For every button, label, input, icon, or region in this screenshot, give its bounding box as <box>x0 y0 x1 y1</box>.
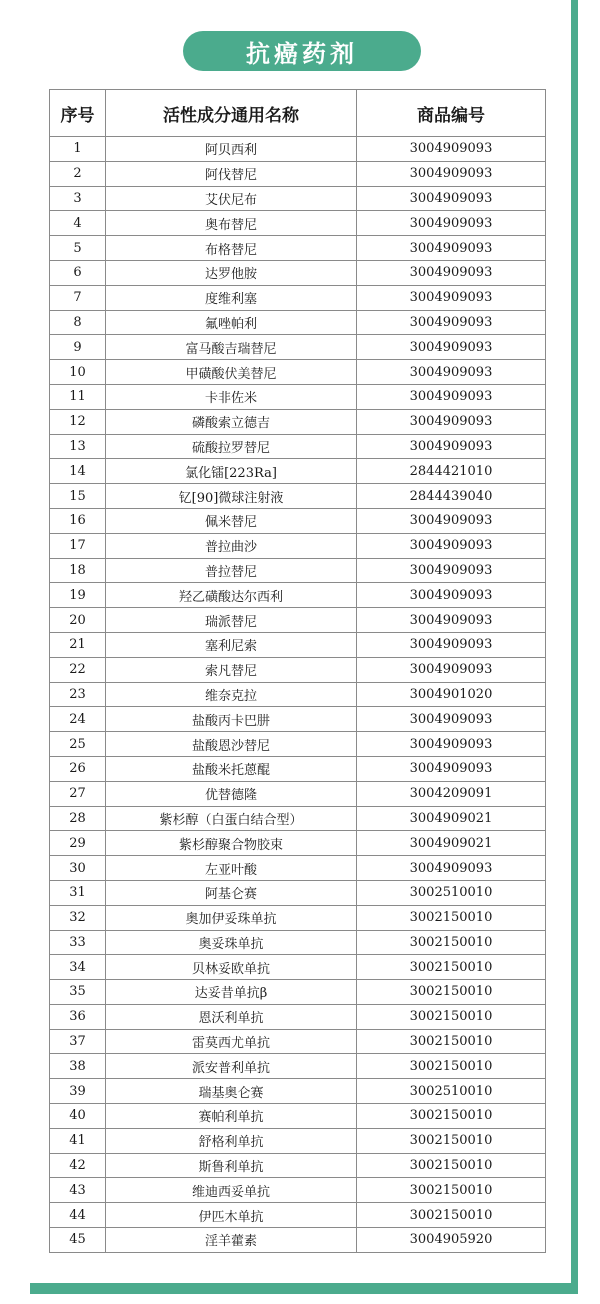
table-row <box>50 1203 546 1228</box>
cell-ingredient-name: 瑞基奥仑赛 <box>106 1079 357 1104</box>
cell-ingredient-name: 雷莫西尤单抗 <box>106 1029 357 1054</box>
cell-ingredient-name: 恩沃利单抗 <box>106 1004 357 1029</box>
cell-index: 38 <box>50 1054 106 1079</box>
table-row <box>50 384 546 409</box>
cell-index: 10 <box>50 360 106 385</box>
header-product-code: 商品编号 <box>357 90 546 137</box>
cell-ingredient-name: 贝林妥欧单抗 <box>106 955 357 980</box>
table-row <box>50 657 546 682</box>
cell-ingredient-name: 舒格利单抗 <box>106 1128 357 1153</box>
cell-ingredient-name: 佩米替尼 <box>106 508 357 533</box>
table-row <box>50 508 546 533</box>
cell-product-code: 3002150010 <box>357 980 546 1005</box>
cell-ingredient-name: 普拉曲沙 <box>106 533 357 558</box>
cell-ingredient-name: 氯化镭[223Ra] <box>106 459 357 484</box>
table-row <box>50 558 546 583</box>
cell-index: 31 <box>50 880 106 905</box>
table-row <box>50 1004 546 1029</box>
cell-index: 26 <box>50 756 106 781</box>
cell-index: 39 <box>50 1079 106 1104</box>
cell-index: 41 <box>50 1128 106 1153</box>
table-row <box>50 856 546 881</box>
cell-index: 25 <box>50 732 106 757</box>
cell-product-code: 3004909093 <box>357 434 546 459</box>
cell-product-code: 3004909093 <box>357 583 546 608</box>
cell-product-code: 3004901020 <box>357 682 546 707</box>
cell-ingredient-name: 优替德隆 <box>106 781 357 806</box>
table-row <box>50 161 546 186</box>
cell-product-code: 2844439040 <box>357 484 546 509</box>
cell-ingredient-name: 斯鲁利单抗 <box>106 1153 357 1178</box>
cell-product-code: 3002150010 <box>357 1128 546 1153</box>
table-row <box>50 1029 546 1054</box>
cell-index: 45 <box>50 1228 106 1253</box>
table-row <box>50 608 546 633</box>
cell-ingredient-name: 盐酸米托蒽醌 <box>106 756 357 781</box>
cell-product-code: 3002150010 <box>357 1153 546 1178</box>
bottom-border-stripe <box>30 1283 578 1294</box>
section-title: 抗癌药剂 <box>183 31 421 71</box>
cell-product-code: 3002150010 <box>357 905 546 930</box>
table-row <box>50 1178 546 1203</box>
cell-ingredient-name: 盐酸丙卡巴肼 <box>106 707 357 732</box>
cell-index: 34 <box>50 955 106 980</box>
table-row <box>50 285 546 310</box>
cell-ingredient-name: 奥加伊妥珠单抗 <box>106 905 357 930</box>
cell-index: 15 <box>50 484 106 509</box>
table-row <box>50 1153 546 1178</box>
cell-ingredient-name: 奥妥珠单抗 <box>106 930 357 955</box>
cell-index: 14 <box>50 459 106 484</box>
table-row <box>50 1104 546 1129</box>
cell-index: 4 <box>50 211 106 236</box>
cell-index: 30 <box>50 856 106 881</box>
cell-index: 43 <box>50 1178 106 1203</box>
cell-ingredient-name: 卡非佐米 <box>106 384 357 409</box>
table-row <box>50 1228 546 1253</box>
table-row <box>50 806 546 831</box>
cell-index: 5 <box>50 236 106 261</box>
cell-ingredient-name: 阿贝西利 <box>106 137 357 162</box>
cell-product-code: 3002150010 <box>357 1203 546 1228</box>
cell-index: 9 <box>50 335 106 360</box>
cell-ingredient-name: 左亚叶酸 <box>106 856 357 881</box>
cell-index: 16 <box>50 508 106 533</box>
cell-product-code: 3004909093 <box>357 186 546 211</box>
cell-index: 24 <box>50 707 106 732</box>
cell-ingredient-name: 磷酸索立德吉 <box>106 409 357 434</box>
table-row <box>50 360 546 385</box>
cell-index: 29 <box>50 831 106 856</box>
cell-product-code: 3004909093 <box>357 285 546 310</box>
cell-index: 22 <box>50 657 106 682</box>
header-ingredient-name: 活性成分通用名称 <box>106 90 357 137</box>
cell-product-code: 3002150010 <box>357 1178 546 1203</box>
cell-index: 1 <box>50 137 106 162</box>
cell-product-code: 3004909093 <box>357 856 546 881</box>
table-row <box>50 905 546 930</box>
table-row <box>50 484 546 509</box>
cell-product-code: 3002150010 <box>357 1004 546 1029</box>
cell-index: 2 <box>50 161 106 186</box>
cell-ingredient-name: 维奈克拉 <box>106 682 357 707</box>
cell-ingredient-name: 伊匹木单抗 <box>106 1203 357 1228</box>
cell-product-code: 3002150010 <box>357 1054 546 1079</box>
cell-index: 21 <box>50 632 106 657</box>
cell-ingredient-name: 紫杉醇聚合物胶束 <box>106 831 357 856</box>
cell-product-code: 3004909093 <box>357 260 546 285</box>
cell-product-code: 3002150010 <box>357 1029 546 1054</box>
cell-product-code: 3004905920 <box>357 1228 546 1253</box>
table-row <box>50 707 546 732</box>
cell-ingredient-name: 钇[90]微球注射液 <box>106 484 357 509</box>
cell-product-code: 3002510010 <box>357 880 546 905</box>
cell-index: 11 <box>50 384 106 409</box>
cell-ingredient-name: 阿伐替尼 <box>106 161 357 186</box>
drug-table <box>49 89 546 1253</box>
cell-index: 12 <box>50 409 106 434</box>
cell-ingredient-name: 奥布替尼 <box>106 211 357 236</box>
cell-ingredient-name: 派安普利单抗 <box>106 1054 357 1079</box>
cell-product-code: 2844421010 <box>357 459 546 484</box>
cell-ingredient-name: 达妥昔单抗β <box>106 980 357 1005</box>
cell-product-code: 3004909093 <box>357 409 546 434</box>
cell-ingredient-name: 羟乙磺酸达尔西利 <box>106 583 357 608</box>
cell-ingredient-name: 阿基仑赛 <box>106 880 357 905</box>
table-row <box>50 236 546 261</box>
cell-product-code: 3004909093 <box>357 335 546 360</box>
cell-index: 32 <box>50 905 106 930</box>
cell-index: 27 <box>50 781 106 806</box>
cell-index: 6 <box>50 260 106 285</box>
table-row <box>50 409 546 434</box>
cell-ingredient-name: 塞利尼索 <box>106 632 357 657</box>
table-row <box>50 732 546 757</box>
table-row <box>50 756 546 781</box>
cell-index: 36 <box>50 1004 106 1029</box>
cell-ingredient-name: 艾伏尼布 <box>106 186 357 211</box>
table-row <box>50 211 546 236</box>
table-row <box>50 137 546 162</box>
cell-index: 35 <box>50 980 106 1005</box>
cell-product-code: 3004909093 <box>357 384 546 409</box>
cell-index: 40 <box>50 1104 106 1129</box>
table-row <box>50 1079 546 1104</box>
table-row <box>50 880 546 905</box>
cell-product-code: 3004909093 <box>357 211 546 236</box>
cell-ingredient-name: 瑞派替尼 <box>106 608 357 633</box>
cell-product-code: 3004909021 <box>357 806 546 831</box>
table-row <box>50 632 546 657</box>
cell-product-code: 3002150010 <box>357 1104 546 1129</box>
table-body <box>50 137 546 1253</box>
table-row <box>50 583 546 608</box>
cell-index: 28 <box>50 806 106 831</box>
table-row <box>50 1054 546 1079</box>
table-row <box>50 930 546 955</box>
table-header-row <box>50 90 546 137</box>
cell-product-code: 3004909093 <box>357 533 546 558</box>
cell-product-code: 3002150010 <box>357 955 546 980</box>
table-row <box>50 831 546 856</box>
table-row <box>50 980 546 1005</box>
cell-ingredient-name: 紫杉醇（白蛋白结合型） <box>106 806 357 831</box>
table-row <box>50 1128 546 1153</box>
table-row <box>50 459 546 484</box>
table-row <box>50 186 546 211</box>
table-row <box>50 781 546 806</box>
cell-index: 37 <box>50 1029 106 1054</box>
cell-product-code: 3004909093 <box>357 508 546 533</box>
cell-index: 42 <box>50 1153 106 1178</box>
table-row <box>50 310 546 335</box>
cell-index: 3 <box>50 186 106 211</box>
cell-index: 23 <box>50 682 106 707</box>
table-row <box>50 955 546 980</box>
cell-index: 18 <box>50 558 106 583</box>
cell-product-code: 3004909021 <box>357 831 546 856</box>
cell-index: 20 <box>50 608 106 633</box>
cell-product-code: 3004909093 <box>357 558 546 583</box>
table-row <box>50 434 546 459</box>
cell-product-code: 3004909093 <box>357 732 546 757</box>
cell-index: 33 <box>50 930 106 955</box>
cell-product-code: 3004909093 <box>357 707 546 732</box>
header-index: 序号 <box>50 90 106 137</box>
cell-product-code: 3002510010 <box>357 1079 546 1104</box>
table-row <box>50 682 546 707</box>
cell-product-code: 3004909093 <box>357 310 546 335</box>
cell-index: 13 <box>50 434 106 459</box>
cell-ingredient-name: 索凡替尼 <box>106 657 357 682</box>
cell-ingredient-name: 盐酸恩沙替尼 <box>106 732 357 757</box>
cell-product-code: 3004909093 <box>357 608 546 633</box>
cell-product-code: 3002150010 <box>357 930 546 955</box>
cell-product-code: 3004209091 <box>357 781 546 806</box>
cell-index: 44 <box>50 1203 106 1228</box>
cell-ingredient-name: 布格替尼 <box>106 236 357 261</box>
cell-ingredient-name: 甲磺酸伏美替尼 <box>106 360 357 385</box>
cell-product-code: 3004909093 <box>357 236 546 261</box>
cell-product-code: 3004909093 <box>357 632 546 657</box>
cell-ingredient-name: 赛帕利单抗 <box>106 1104 357 1129</box>
cell-ingredient-name: 普拉替尼 <box>106 558 357 583</box>
cell-ingredient-name: 达罗他胺 <box>106 260 357 285</box>
cell-ingredient-name: 氟唑帕利 <box>106 310 357 335</box>
table-row <box>50 533 546 558</box>
cell-index: 19 <box>50 583 106 608</box>
cell-product-code: 3004909093 <box>357 137 546 162</box>
right-border-stripe <box>571 0 578 1294</box>
cell-ingredient-name: 淫羊藿素 <box>106 1228 357 1253</box>
cell-index: 7 <box>50 285 106 310</box>
cell-product-code: 3004909093 <box>357 657 546 682</box>
cell-ingredient-name: 维迪西妥单抗 <box>106 1178 357 1203</box>
table-row <box>50 335 546 360</box>
cell-index: 8 <box>50 310 106 335</box>
cell-product-code: 3004909093 <box>357 360 546 385</box>
cell-ingredient-name: 硫酸拉罗替尼 <box>106 434 357 459</box>
cell-product-code: 3004909093 <box>357 161 546 186</box>
cell-ingredient-name: 度维利塞 <box>106 285 357 310</box>
cell-index: 17 <box>50 533 106 558</box>
cell-ingredient-name: 富马酸吉瑞替尼 <box>106 335 357 360</box>
cell-product-code: 3004909093 <box>357 756 546 781</box>
table-row <box>50 260 546 285</box>
